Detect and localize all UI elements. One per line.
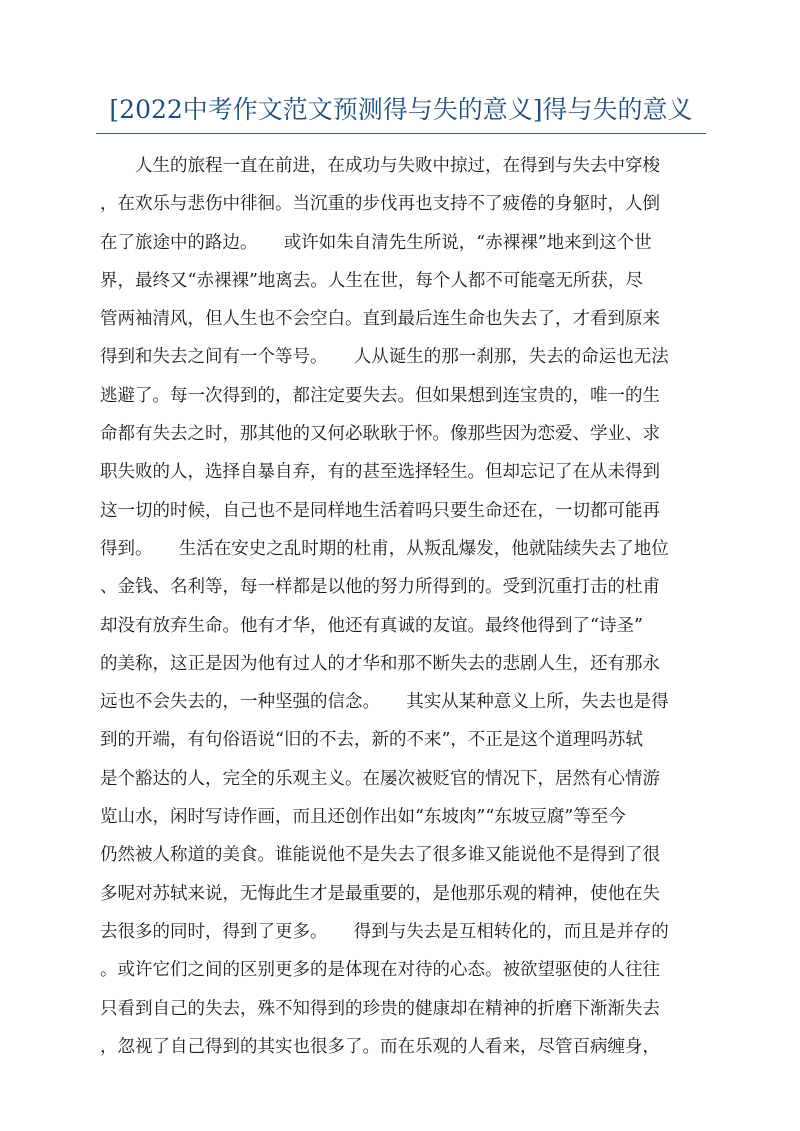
body-line: 却没有放弃生命。他有才华，他还有真诚的友谊。最终他得到了“诗圣”	[100, 615, 643, 636]
body-line: 管两袖清风，但人生也不会空白。直到最后连生命也失去了，才看到原来	[100, 309, 660, 330]
body-line: 只看到自己的失去，殊不知得到的珍贵的健康却在精神的折磨下渐渐失去	[100, 998, 660, 1019]
document-title: [2022中考作文范文预测得与失的意义]得与失的意义	[109, 95, 693, 124]
body-line: 去很多的同时，得到了更多。 得到与失去是互相转化的，而且是并存的	[100, 921, 669, 942]
body-line: 得到和失去之间有一个等号。 人从诞生的那一刹那，失去的命运也无法	[100, 347, 669, 368]
body-line: 、金钱、名利等，每一样都是以他的努力所得到的。受到沉重打击的杜甫	[100, 577, 660, 598]
body-line: 的美称，这正是因为他有过人的才华和那不断失去的悲剧人生，还有那永	[100, 653, 660, 674]
document-body	[100, 147, 700, 1066]
body-line: 多呢对苏轼来说，无悔此生才是最重要的，是他那乐观的精神，使他在失	[100, 883, 660, 904]
body-line: 职失败的人，选择自暴自弃，有的甚至选择轻生。但却忘记了在从未得到	[100, 462, 660, 483]
body-line: 远也不会失去的，一种坚强的信念。 其实从某种意义上所，失去也是得	[100, 692, 669, 713]
body-line: 览山水，闲时写诗作画，而且还创作出如“东坡肉”“东坡豆腐”等至今	[100, 807, 626, 828]
body-line: 人生的旅程一直在前进，在成功与失败中掠过，在得到与失去中穿梭	[100, 156, 660, 176]
title-underline	[96, 133, 706, 134]
body-line: ，在欢乐与悲伤中徘徊。当沉重的步伐再也支持不了疲倦的身躯时，人倒	[100, 194, 660, 215]
body-line: 仍然被人称道的美食。谁能说他不是失去了很多谁又能说他不是得到了很	[100, 845, 660, 866]
body-line: 逃避了。每一次得到的，都注定要失去。但如果想到连宝贵的，唯一的生	[100, 385, 660, 406]
body-line: 命都有失去之时，那其他的又何必耿耿于怀。像那些因为恋爱、学业、求	[100, 424, 660, 445]
body-line: 在了旅途中的路边。 或许如朱自清先生所说，“赤裸裸”地来到这个世	[100, 232, 652, 253]
body-line: ，忽视了自己得到的其实也很多了。而在乐观的人看来，尽管百病缠身，	[100, 1036, 660, 1057]
body-line: 是个豁达的人，完全的乐观主义。在屡次被贬官的情况下，居然有心情游	[100, 768, 660, 789]
body-line: 得到。 生活在安史之乱时期的杜甫，从叛乱爆发，他就陆续失去了地位	[100, 538, 669, 559]
body-line: 界，最终又“赤裸裸”地离去。人生在世，每个人都不可能毫无所获，尽	[100, 270, 643, 291]
body-line: 。或许它们之间的区别更多的是体现在对待的心态。被欲望驱使的人往往	[100, 960, 660, 981]
body-line: 到的开端，有句俗语说“旧的不去，新的不来”，不正是这个道理吗苏轼	[100, 730, 643, 751]
body-line: 这一切的时候，自己也不是同样地生活着吗只要生命还在，一切都可能再	[100, 500, 660, 521]
